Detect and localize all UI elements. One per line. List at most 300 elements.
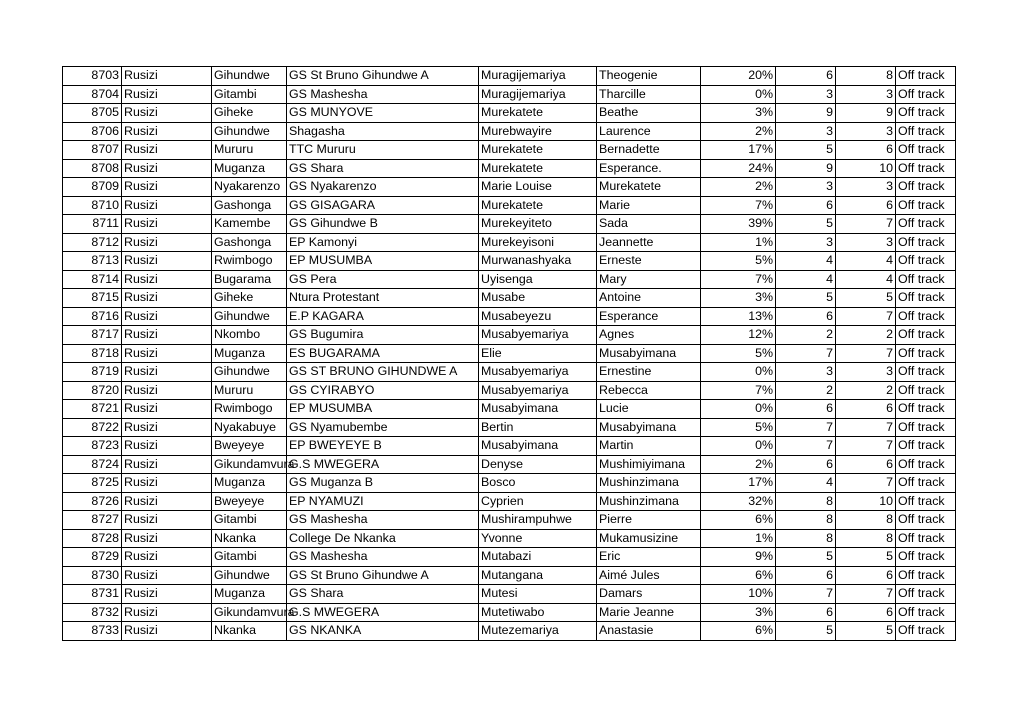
count-b-cell: 8 xyxy=(836,67,896,86)
count-a-cell: 5 xyxy=(776,548,836,567)
sector-cell: Gihundwe xyxy=(212,307,287,326)
row-id-cell: 8709 xyxy=(63,178,122,197)
status-cell: Off track xyxy=(896,474,956,493)
district-cell: Rusizi xyxy=(122,418,212,437)
sector-cell: Bweyeye xyxy=(212,492,287,511)
first-name-cell: Musabyimana xyxy=(597,418,701,437)
sector-cell: Muganza xyxy=(212,159,287,178)
table-row xyxy=(63,233,956,252)
sector-cell: Gihundwe xyxy=(212,566,287,585)
status-cell: Off track xyxy=(896,363,956,382)
row-id-cell: 8727 xyxy=(63,511,122,530)
count-b-cell: 3 xyxy=(836,85,896,104)
school-cell: GS Shara xyxy=(287,585,479,604)
school-cell: EP MUSUMBA xyxy=(287,252,479,271)
surname-cell: Murwanashyaka xyxy=(479,252,597,271)
count-a-cell: 3 xyxy=(776,85,836,104)
row-id-cell: 8722 xyxy=(63,418,122,437)
count-b-cell: 2 xyxy=(836,326,896,345)
count-a-cell: 3 xyxy=(776,122,836,141)
school-cell: Shagasha xyxy=(287,122,479,141)
percentage-cell: 7% xyxy=(701,196,776,215)
count-b-cell: 6 xyxy=(836,141,896,160)
percentage-cell: 3% xyxy=(701,289,776,308)
surname-cell: Murebwayire xyxy=(479,122,597,141)
table-row xyxy=(63,511,956,530)
count-b-cell: 6 xyxy=(836,603,896,622)
percentage-cell: 17% xyxy=(701,474,776,493)
school-cell: GS Nyamubembe xyxy=(287,418,479,437)
school-cell: GS Mashesha xyxy=(287,85,479,104)
first-name-cell: Agnes xyxy=(597,326,701,345)
surname-cell: Denyse xyxy=(479,455,597,474)
count-b-cell: 3 xyxy=(836,233,896,252)
surname-cell: Murekeyiteto xyxy=(479,215,597,234)
surname-cell: Cyprien xyxy=(479,492,597,511)
percentage-cell: 1% xyxy=(701,529,776,548)
school-cell: EP BWEYEYE B xyxy=(287,437,479,456)
sector-cell: Gikundamvura xyxy=(212,455,287,474)
surname-cell: Elie xyxy=(479,344,597,363)
percentage-cell: 2% xyxy=(701,455,776,474)
count-a-cell: 6 xyxy=(776,67,836,86)
surname-cell: Marie Louise xyxy=(479,178,597,197)
sector-cell: Gitambi xyxy=(212,85,287,104)
surname-cell: Musabyimana xyxy=(479,400,597,419)
status-cell: Off track xyxy=(896,215,956,234)
school-cell: College De Nkanka xyxy=(287,529,479,548)
district-cell: Rusizi xyxy=(122,381,212,400)
count-b-cell: 6 xyxy=(836,400,896,419)
surname-cell: Murekatete xyxy=(479,196,597,215)
surname-cell: Muragijemariya xyxy=(479,67,597,86)
surname-cell: Mutetiwabo xyxy=(479,603,597,622)
table-row xyxy=(63,326,956,345)
table-row xyxy=(63,474,956,493)
district-cell: Rusizi xyxy=(122,85,212,104)
row-id-cell: 8724 xyxy=(63,455,122,474)
count-a-cell: 3 xyxy=(776,178,836,197)
status-cell: Off track xyxy=(896,400,956,419)
school-cell: GS Bugumira xyxy=(287,326,479,345)
district-cell: Rusizi xyxy=(122,400,212,419)
surname-cell: Musabyimana xyxy=(479,437,597,456)
table-row xyxy=(63,566,956,585)
count-b-cell: 10 xyxy=(836,159,896,178)
first-name-cell: Murekatete xyxy=(597,178,701,197)
status-cell: Off track xyxy=(896,159,956,178)
count-a-cell: 8 xyxy=(776,492,836,511)
table-row xyxy=(63,215,956,234)
table-row xyxy=(63,252,956,271)
count-b-cell: 10 xyxy=(836,492,896,511)
sector-cell: Nyakabuye xyxy=(212,418,287,437)
count-b-cell: 7 xyxy=(836,437,896,456)
surname-cell: Murekatete xyxy=(479,141,597,160)
count-a-cell: 3 xyxy=(776,363,836,382)
school-cell: GS Gihundwe B xyxy=(287,215,479,234)
status-cell: Off track xyxy=(896,307,956,326)
row-id-cell: 8730 xyxy=(63,566,122,585)
first-name-cell: Anastasie xyxy=(597,622,701,641)
count-a-cell: 5 xyxy=(776,215,836,234)
school-cell: GS GISAGARA xyxy=(287,196,479,215)
count-b-cell: 4 xyxy=(836,252,896,271)
status-cell: Off track xyxy=(896,326,956,345)
sector-cell: Nyakarenzo xyxy=(212,178,287,197)
first-name-cell: Musabyimana xyxy=(597,344,701,363)
count-b-cell: 4 xyxy=(836,270,896,289)
count-a-cell: 8 xyxy=(776,511,836,530)
sector-cell: Gitambi xyxy=(212,548,287,567)
count-a-cell: 7 xyxy=(776,585,836,604)
table-row xyxy=(63,455,956,474)
surname-cell: Mutesi xyxy=(479,585,597,604)
school-cell: GS ST BRUNO GIHUNDWE A xyxy=(287,363,479,382)
percentage-cell: 2% xyxy=(701,178,776,197)
count-a-cell: 6 xyxy=(776,603,836,622)
percentage-cell: 3% xyxy=(701,104,776,123)
sector-cell: Bweyeye xyxy=(212,437,287,456)
percentage-cell: 39% xyxy=(701,215,776,234)
percentage-cell: 2% xyxy=(701,122,776,141)
surname-cell: Mutabazi xyxy=(479,548,597,567)
school-cell: GS MUNYOVE xyxy=(287,104,479,123)
school-cell: GS NKANKA xyxy=(287,622,479,641)
count-b-cell: 7 xyxy=(836,307,896,326)
count-b-cell: 7 xyxy=(836,418,896,437)
percentage-cell: 5% xyxy=(701,252,776,271)
row-id-cell: 8715 xyxy=(63,289,122,308)
status-cell: Off track xyxy=(896,492,956,511)
percentage-cell: 12% xyxy=(701,326,776,345)
count-a-cell: 8 xyxy=(776,529,836,548)
surname-cell: Musabe xyxy=(479,289,597,308)
district-cell: Rusizi xyxy=(122,511,212,530)
table-row xyxy=(63,400,956,419)
first-name-cell: Theogenie xyxy=(597,67,701,86)
count-b-cell: 7 xyxy=(836,474,896,493)
row-id-cell: 8718 xyxy=(63,344,122,363)
table-row xyxy=(63,270,956,289)
surname-cell: Murekatete xyxy=(479,159,597,178)
status-cell: Off track xyxy=(896,85,956,104)
percentage-cell: 0% xyxy=(701,400,776,419)
table-row xyxy=(63,548,956,567)
table-row xyxy=(63,585,956,604)
count-b-cell: 6 xyxy=(836,455,896,474)
status-cell: Off track xyxy=(896,381,956,400)
surname-cell: Musabyemariya xyxy=(479,363,597,382)
status-cell: Off track xyxy=(896,529,956,548)
row-id-cell: 8712 xyxy=(63,233,122,252)
first-name-cell: Esperance. xyxy=(597,159,701,178)
school-cell: GS Shara xyxy=(287,159,479,178)
sector-cell: Nkanka xyxy=(212,622,287,641)
data-table xyxy=(62,66,956,641)
table-row xyxy=(63,603,956,622)
school-cell: EP NYAMUZI xyxy=(287,492,479,511)
status-cell: Off track xyxy=(896,418,956,437)
row-id-cell: 8728 xyxy=(63,529,122,548)
row-id-cell: 8717 xyxy=(63,326,122,345)
percentage-cell: 7% xyxy=(701,270,776,289)
row-id-cell: 8732 xyxy=(63,603,122,622)
status-cell: Off track xyxy=(896,585,956,604)
school-cell: GS St Bruno Gihundwe A xyxy=(287,566,479,585)
status-cell: Off track xyxy=(896,437,956,456)
school-cell: E.P KAGARA xyxy=(287,307,479,326)
sector-cell: Rwimbogo xyxy=(212,252,287,271)
count-a-cell: 6 xyxy=(776,566,836,585)
surname-cell: Mutezemariya xyxy=(479,622,597,641)
count-a-cell: 6 xyxy=(776,455,836,474)
first-name-cell: Marie Jeanne xyxy=(597,603,701,622)
count-a-cell: 2 xyxy=(776,326,836,345)
surname-cell: Musabyemariya xyxy=(479,381,597,400)
table-row xyxy=(63,307,956,326)
percentage-cell: 0% xyxy=(701,437,776,456)
table-row xyxy=(63,622,956,641)
first-name-cell: Antoine xyxy=(597,289,701,308)
first-name-cell: Jeannette xyxy=(597,233,701,252)
first-name-cell: Aimé Jules xyxy=(597,566,701,585)
count-a-cell: 9 xyxy=(776,159,836,178)
school-cell: EP MUSUMBA xyxy=(287,400,479,419)
district-cell: Rusizi xyxy=(122,307,212,326)
row-id-cell: 8711 xyxy=(63,215,122,234)
percentage-cell: 5% xyxy=(701,344,776,363)
school-cell: Ntura Protestant xyxy=(287,289,479,308)
status-cell: Off track xyxy=(896,566,956,585)
surname-cell: Bertin xyxy=(479,418,597,437)
count-b-cell: 3 xyxy=(836,178,896,197)
count-b-cell: 5 xyxy=(836,289,896,308)
count-a-cell: 2 xyxy=(776,381,836,400)
district-cell: Rusizi xyxy=(122,178,212,197)
count-b-cell: 6 xyxy=(836,566,896,585)
sector-cell: Muganza xyxy=(212,585,287,604)
sector-cell: Gihundwe xyxy=(212,122,287,141)
surname-cell: Bosco xyxy=(479,474,597,493)
percentage-cell: 9% xyxy=(701,548,776,567)
surname-cell: Mutangana xyxy=(479,566,597,585)
table-row xyxy=(63,344,956,363)
school-cell: GS St Bruno Gihundwe A xyxy=(287,67,479,86)
first-name-cell: Laurence xyxy=(597,122,701,141)
district-cell: Rusizi xyxy=(122,326,212,345)
count-b-cell: 9 xyxy=(836,104,896,123)
sector-cell: Bugarama xyxy=(212,270,287,289)
percentage-cell: 10% xyxy=(701,585,776,604)
status-cell: Off track xyxy=(896,104,956,123)
percentage-cell: 13% xyxy=(701,307,776,326)
row-id-cell: 8708 xyxy=(63,159,122,178)
district-cell: Rusizi xyxy=(122,344,212,363)
row-id-cell: 8726 xyxy=(63,492,122,511)
sector-cell: Gihundwe xyxy=(212,363,287,382)
first-name-cell: Bernadette xyxy=(597,141,701,160)
status-cell: Off track xyxy=(896,622,956,641)
district-cell: Rusizi xyxy=(122,474,212,493)
status-cell: Off track xyxy=(896,455,956,474)
status-cell: Off track xyxy=(896,548,956,567)
percentage-cell: 7% xyxy=(701,381,776,400)
percentage-cell: 3% xyxy=(701,603,776,622)
district-cell: Rusizi xyxy=(122,622,212,641)
surname-cell: Muragijemariya xyxy=(479,85,597,104)
row-id-cell: 8704 xyxy=(63,85,122,104)
count-a-cell: 4 xyxy=(776,474,836,493)
status-cell: Off track xyxy=(896,122,956,141)
table-row xyxy=(63,492,956,511)
row-id-cell: 8720 xyxy=(63,381,122,400)
school-cell: G.S MWEGERA xyxy=(287,455,479,474)
count-a-cell: 4 xyxy=(776,270,836,289)
status-cell: Off track xyxy=(896,141,956,160)
count-a-cell: 3 xyxy=(776,233,836,252)
row-id-cell: 8723 xyxy=(63,437,122,456)
first-name-cell: Sada xyxy=(597,215,701,234)
surname-cell: Musabeyezu xyxy=(479,307,597,326)
percentage-cell: 0% xyxy=(701,85,776,104)
status-cell: Off track xyxy=(896,603,956,622)
sector-cell: Nkanka xyxy=(212,529,287,548)
count-b-cell: 7 xyxy=(836,215,896,234)
surname-cell: Murekeyisoni xyxy=(479,233,597,252)
percentage-cell: 20% xyxy=(701,67,776,86)
district-cell: Rusizi xyxy=(122,215,212,234)
count-b-cell: 3 xyxy=(836,363,896,382)
table-row xyxy=(63,196,956,215)
sector-cell: Gashonga xyxy=(212,196,287,215)
first-name-cell: Mushimiyimana xyxy=(597,455,701,474)
count-a-cell: 6 xyxy=(776,307,836,326)
school-cell: GS Mashesha xyxy=(287,511,479,530)
percentage-cell: 6% xyxy=(701,622,776,641)
first-name-cell: Lucie xyxy=(597,400,701,419)
district-cell: Rusizi xyxy=(122,566,212,585)
row-id-cell: 8710 xyxy=(63,196,122,215)
table-row xyxy=(63,85,956,104)
count-a-cell: 5 xyxy=(776,622,836,641)
status-cell: Off track xyxy=(896,511,956,530)
district-cell: Rusizi xyxy=(122,196,212,215)
count-b-cell: 3 xyxy=(836,122,896,141)
district-cell: Rusizi xyxy=(122,585,212,604)
sector-cell: Muganza xyxy=(212,344,287,363)
surname-cell: Murekatete xyxy=(479,104,597,123)
first-name-cell: Esperance xyxy=(597,307,701,326)
surname-cell: Yvonne xyxy=(479,529,597,548)
first-name-cell: Mushinzimana xyxy=(597,492,701,511)
district-cell: Rusizi xyxy=(122,363,212,382)
table-row xyxy=(63,529,956,548)
district-cell: Rusizi xyxy=(122,141,212,160)
school-cell: GS Muganza B xyxy=(287,474,479,493)
first-name-cell: Marie xyxy=(597,196,701,215)
sector-cell: Giheke xyxy=(212,104,287,123)
count-b-cell: 6 xyxy=(836,196,896,215)
first-name-cell: Mary xyxy=(597,270,701,289)
district-cell: Rusizi xyxy=(122,529,212,548)
first-name-cell: Eric xyxy=(597,548,701,567)
count-a-cell: 6 xyxy=(776,400,836,419)
row-id-cell: 8716 xyxy=(63,307,122,326)
district-cell: Rusizi xyxy=(122,270,212,289)
school-cell: GS Nyakarenzo xyxy=(287,178,479,197)
count-a-cell: 5 xyxy=(776,289,836,308)
percentage-cell: 17% xyxy=(701,141,776,160)
table-row xyxy=(63,67,956,86)
district-cell: Rusizi xyxy=(122,159,212,178)
district-cell: Rusizi xyxy=(122,67,212,86)
sector-cell: Muganza xyxy=(212,474,287,493)
table-row xyxy=(63,418,956,437)
count-a-cell: 7 xyxy=(776,344,836,363)
status-cell: Off track xyxy=(896,67,956,86)
status-cell: Off track xyxy=(896,233,956,252)
first-name-cell: Erneste xyxy=(597,252,701,271)
first-name-cell: Martin xyxy=(597,437,701,456)
table-row xyxy=(63,104,956,123)
count-b-cell: 7 xyxy=(836,585,896,604)
district-cell: Rusizi xyxy=(122,548,212,567)
district-cell: Rusizi xyxy=(122,104,212,123)
first-name-cell: Mukamusizine xyxy=(597,529,701,548)
status-cell: Off track xyxy=(896,289,956,308)
percentage-cell: 1% xyxy=(701,233,776,252)
district-cell: Rusizi xyxy=(122,233,212,252)
count-b-cell: 2 xyxy=(836,381,896,400)
district-cell: Rusizi xyxy=(122,289,212,308)
surname-cell: Musabyemariya xyxy=(479,326,597,345)
table-row xyxy=(63,159,956,178)
sector-cell: Gihundwe xyxy=(212,67,287,86)
table-row xyxy=(63,437,956,456)
row-id-cell: 8713 xyxy=(63,252,122,271)
row-id-cell: 8706 xyxy=(63,122,122,141)
status-cell: Off track xyxy=(896,270,956,289)
row-id-cell: 8729 xyxy=(63,548,122,567)
table-row xyxy=(63,122,956,141)
row-id-cell: 8725 xyxy=(63,474,122,493)
row-id-cell: 8714 xyxy=(63,270,122,289)
row-id-cell: 8731 xyxy=(63,585,122,604)
status-cell: Off track xyxy=(896,344,956,363)
school-cell: GS CYIRABYO xyxy=(287,381,479,400)
district-cell: Rusizi xyxy=(122,437,212,456)
district-cell: Rusizi xyxy=(122,455,212,474)
surname-cell: Uyisenga xyxy=(479,270,597,289)
sector-cell: Rwimbogo xyxy=(212,400,287,419)
row-id-cell: 8733 xyxy=(63,622,122,641)
count-a-cell: 6 xyxy=(776,196,836,215)
count-a-cell: 5 xyxy=(776,141,836,160)
first-name-cell: Rebecca xyxy=(597,381,701,400)
percentage-cell: 6% xyxy=(701,566,776,585)
first-name-cell: Pierre xyxy=(597,511,701,530)
status-cell: Off track xyxy=(896,178,956,197)
sector-cell: Giheke xyxy=(212,289,287,308)
sector-cell: Mururu xyxy=(212,381,287,400)
sector-cell: Gitambi xyxy=(212,511,287,530)
count-b-cell: 8 xyxy=(836,529,896,548)
sector-cell: Mururu xyxy=(212,141,287,160)
first-name-cell: Mushinzimana xyxy=(597,474,701,493)
row-id-cell: 8719 xyxy=(63,363,122,382)
first-name-cell: Ernestine xyxy=(597,363,701,382)
